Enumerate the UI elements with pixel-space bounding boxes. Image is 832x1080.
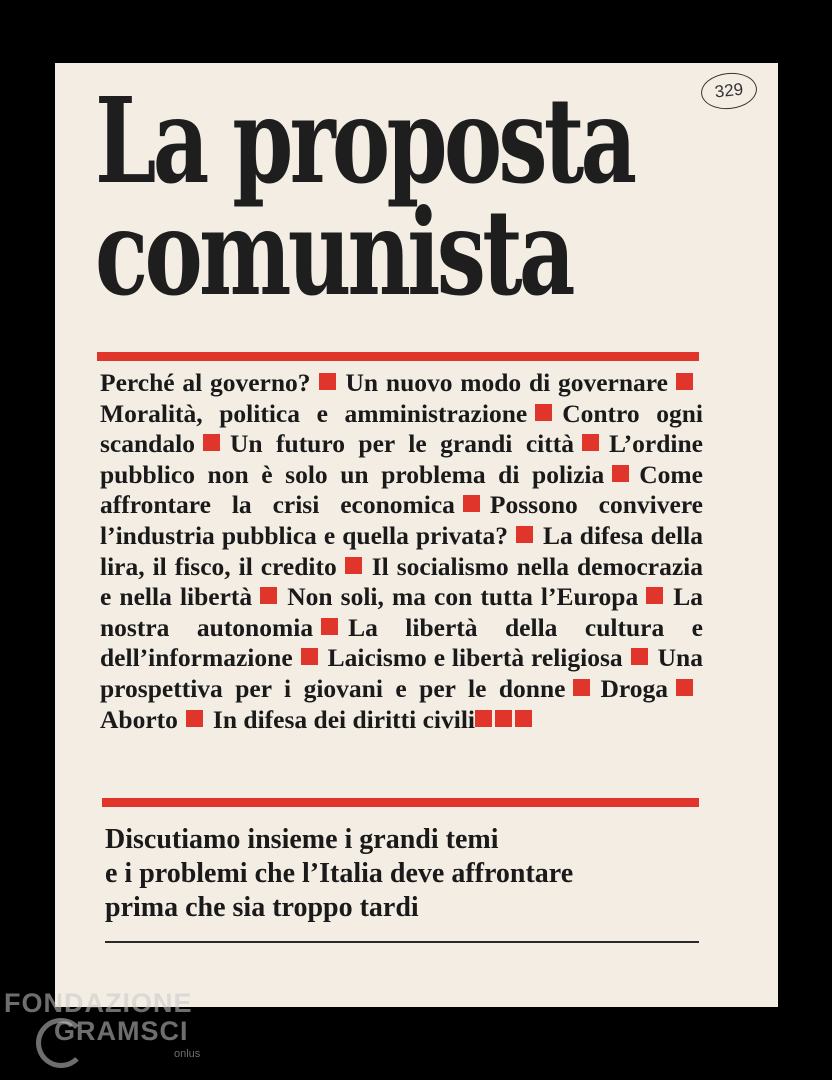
square-bullet-icon: [516, 526, 533, 543]
cover-title: [95, 71, 634, 322]
topic-item: Una prospettiva per i giovani e per le donne: [100, 643, 703, 703]
title-line-2: comunista: [95, 183, 572, 322]
square-bullet-icon: [203, 434, 220, 451]
square-bullet-icon: [260, 587, 277, 604]
square-bullet-icon: [319, 373, 336, 390]
tagline-line-2: e i problemi che l’Italia deve affrontare: [105, 858, 574, 889]
topic-item: Come affrontare la crisi economica: [100, 459, 703, 520]
title-line-1: La proposta: [95, 71, 634, 210]
topic-item: Possono convivere l’industria pubblica e quella privata?: [100, 490, 704, 550]
square-bullet-icon: [631, 648, 648, 665]
topic-item: Non soli, ma con tutta l’Europa: [287, 582, 639, 612]
square-bullet-icon: [495, 710, 512, 727]
square-bullet-icon: [535, 404, 552, 421]
topic-item: Contro ogni scandalo: [100, 398, 703, 459]
topic-item: L’ordine pubblico non è solo un problema di polizia: [100, 429, 703, 489]
tagline-line-1: Discutiamo insieme i grandi temi: [105, 824, 499, 855]
square-bullet-icon: [676, 373, 693, 390]
topic-item: Droga: [600, 673, 668, 703]
tagline-line-3: prima che sia troppo tardi: [105, 892, 419, 923]
topic-item: Aborto: [100, 704, 178, 734]
topics-list: [100, 368, 703, 735]
square-bullet-icon: [573, 679, 590, 696]
topic-item: Moralità, politica e amministrazione: [100, 398, 528, 428]
square-bullet-icon: [646, 587, 663, 604]
topic-item: La libertà della cultura e dell’informazione: [100, 612, 703, 673]
square-bullet-icon: [582, 434, 599, 451]
watermark-line-1: FONDAZIONE: [4, 988, 193, 1018]
topic-item: Il socialismo nella democrazia e nella libertà: [100, 551, 703, 612]
topic-item: In difesa dei diritti civili: [212, 704, 476, 734]
topic-item: Un futuro per le grandi città: [229, 429, 574, 459]
middle-red-rule: [102, 798, 699, 807]
square-bullet-icon: [186, 710, 203, 727]
topic-item: La nostra autonomia: [100, 582, 703, 642]
square-bullet-icon: [463, 495, 480, 512]
square-bullet-icon: [612, 465, 629, 482]
booklet-cover: [55, 63, 778, 1007]
topic-item: Un nuovo modo di governare: [345, 368, 668, 397]
square-bullet-icon: [321, 618, 338, 635]
topic-item: La difesa della lira, il fisco, il credito: [100, 520, 703, 581]
top-red-rule: [97, 352, 699, 361]
topic-item: Laicismo e libertà religiosa: [327, 643, 623, 673]
square-bullet-icon: [676, 679, 693, 696]
tagline: [105, 823, 705, 925]
watermark-line-2: GRAMSCI: [54, 1016, 189, 1046]
topic-item: Perché al governo?: [100, 368, 311, 397]
archive-number: 329: [699, 70, 758, 112]
square-bullet-icon: [515, 710, 532, 727]
square-bullet-icon: [475, 710, 492, 727]
square-bullet-icon: [301, 648, 318, 665]
bottom-rule: [105, 941, 699, 943]
square-bullet-icon: [345, 557, 362, 574]
watermark-line-3: onlus: [174, 1048, 201, 1060]
